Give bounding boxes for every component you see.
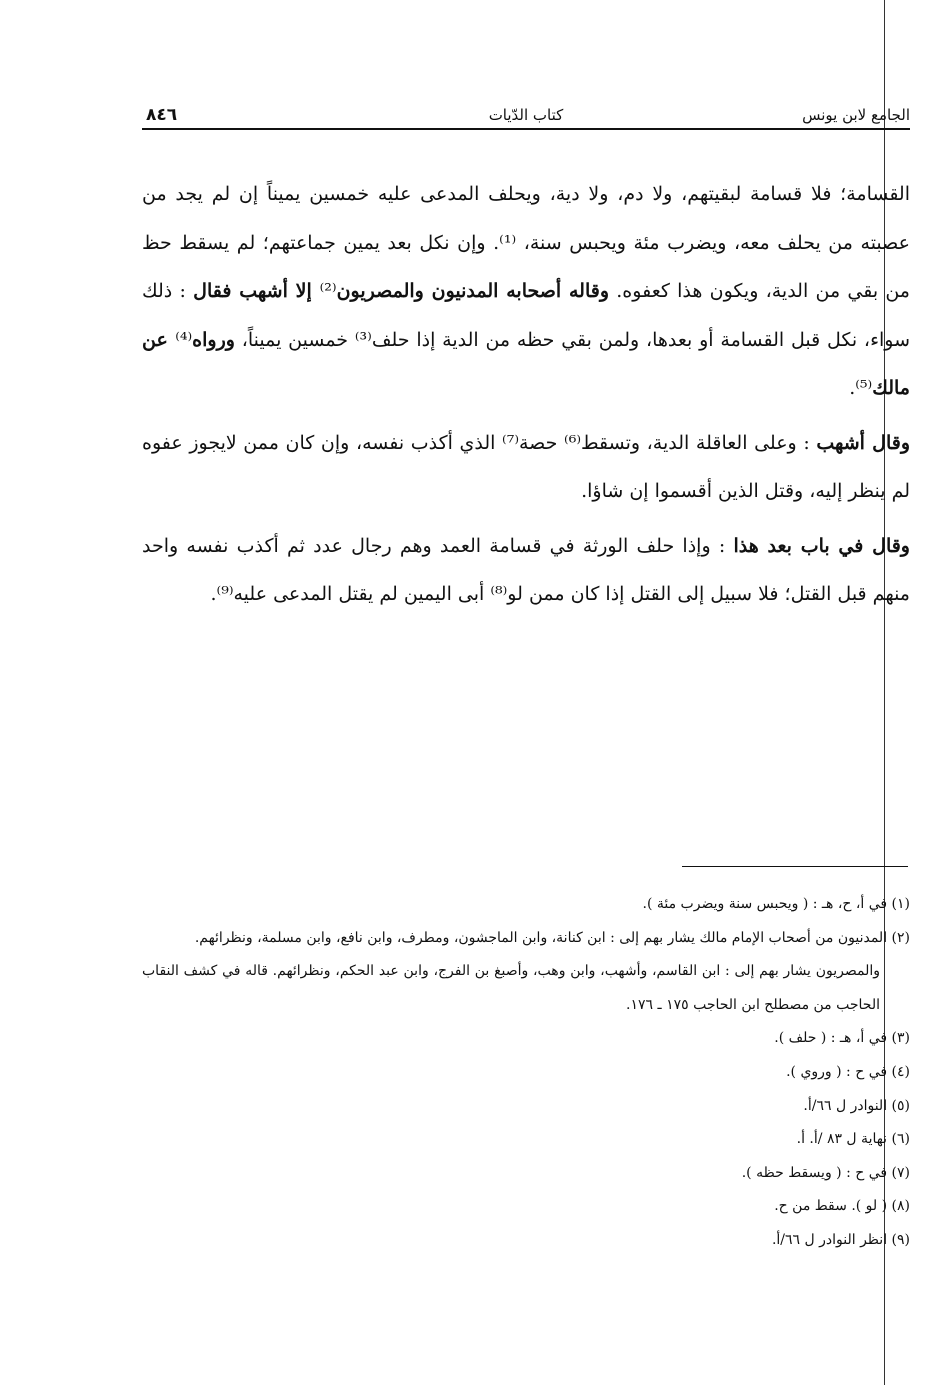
- footnote-ref-7[interactable]: ⁽⁷⁾: [502, 431, 519, 454]
- page-number: ٨٤٦: [146, 105, 178, 125]
- footnote-7: (٧) في ح : ( ويسقط حظه ).: [741, 1164, 910, 1181]
- text-run: الذي أكذب نفسه، وإن كان ممن لايجوز عفوه لم ينظر إليه، وقتل الذين أقسموا إن شاؤا.: [142, 431, 910, 502]
- text-run: : وعلى العاقلة الدية، وتسقط: [580, 431, 817, 454]
- text-run: .: [849, 377, 856, 399]
- text-run: القسامة؛ فلا قسامة لبقيتهم، ولا دم، ولا دية، ويحلف المدعى عليه خمسين يميناً إن لم يجد من عصبته من يحلف معه، ويضرب مئة ويحبس سنة،: [142, 183, 910, 254]
- footnote-2-continued: والمصريون يشار بهم إلى : ابن القاسم، وأشهب، وابن وهب، وأصبغ بن الفرج، وابن عبد الحكم، ونظرائهم. قاله في كشف النقاب الحاجب من مصطلح ابن الحاجب ١٧٥ ـ ١٧٦.: [142, 963, 880, 1013]
- footnote-2: (٢) المدنيون من أصحاب الإمام مالك يشار بهم إلى : ابن كنانة، وابن الماجشون، ومطرف، وابن نافع، وابن مسلمة، ونظرائهم.: [194, 929, 910, 946]
- main-text: [142, 170, 910, 625]
- header-rule: [142, 128, 910, 130]
- footnote-ref-3[interactable]: ⁽³⁾: [354, 328, 372, 351]
- bold-run: ورواه: [192, 328, 235, 351]
- text-run: أبى اليمين لم يقتل المدعى عليه: [233, 583, 491, 605]
- footnote-ref-5[interactable]: ⁽⁵⁾: [855, 377, 873, 399]
- bold-run: وقال أشهب: [816, 431, 910, 454]
- footnote-5: (٥) النوادر ل ٦٦/أ.: [803, 1097, 910, 1114]
- footnote-ref-4[interactable]: ⁽⁴⁾: [175, 328, 193, 351]
- footnote-9: (٩) انظر النوادر ل ٦٦/أ.: [771, 1231, 910, 1248]
- bold-run: عن مالك: [142, 328, 910, 399]
- footnote-ref-9[interactable]: ⁽⁹⁾: [216, 583, 234, 605]
- text-run: خمسين يميناً،: [234, 328, 355, 351]
- footnote-4: (٤) في ح : ( وروي ).: [786, 1063, 910, 1080]
- footnote-ref-1[interactable]: ⁽¹⁾: [499, 231, 517, 254]
- book-title: الجامع لابن يونس: [802, 106, 910, 124]
- footnote-3: (٣) في أ، هـ : ( حلف ).: [774, 1030, 910, 1047]
- footnote-6: (٦) نهاية ل ٨٣ /أ. أ.: [796, 1131, 910, 1148]
- footnotes: [142, 888, 910, 1258]
- text-run: : وإذا حلف الورثة في قسامة العمد وهم رجال عدد ثم أكذب نفسه واحد منهم قبل القتل؛ فلا سبيل إلى القتل إذا كان ممن لو: [142, 534, 910, 605]
- bold-run: وقال في باب بعد هذا: [733, 534, 910, 557]
- paragraph-2: [142, 419, 910, 516]
- bold-run: إلا أشهب فقال: [193, 280, 320, 302]
- footnote-ref-2[interactable]: ⁽²⁾: [319, 280, 337, 302]
- text-run: : ذلك سواء، نكل قبل القسامة أو بعدها، ولمن بقي حظه من الدية إذا حلف: [142, 280, 911, 351]
- bold-run: وقاله أصحابه المدنيون والمصريون: [336, 280, 610, 302]
- paragraph-1: [142, 170, 910, 413]
- paragraph-3: [142, 522, 910, 619]
- page-header: [142, 104, 910, 126]
- footnote-1: (١) في أ، ح، هـ : ( ويحبس سنة ويضرب مئة ).: [642, 896, 910, 912]
- footnote-ref-6[interactable]: ⁽⁶⁾: [564, 431, 581, 454]
- footnote-ref-8[interactable]: ⁽⁸⁾: [490, 583, 508, 605]
- text-run: . وإن نكل بعد يمين جماعتهم؛ لم يسقط حظ من بقي من الدية، ويكون هذا كعفوه.: [142, 231, 910, 302]
- chapter-title: كتاب الدّيات: [488, 106, 564, 124]
- text-run: حصة: [519, 431, 565, 454]
- text-run: .: [210, 583, 217, 605]
- footnote-8: (٨) ( لو ). سقط من ح.: [774, 1198, 910, 1215]
- footnote-rule: [682, 866, 908, 867]
